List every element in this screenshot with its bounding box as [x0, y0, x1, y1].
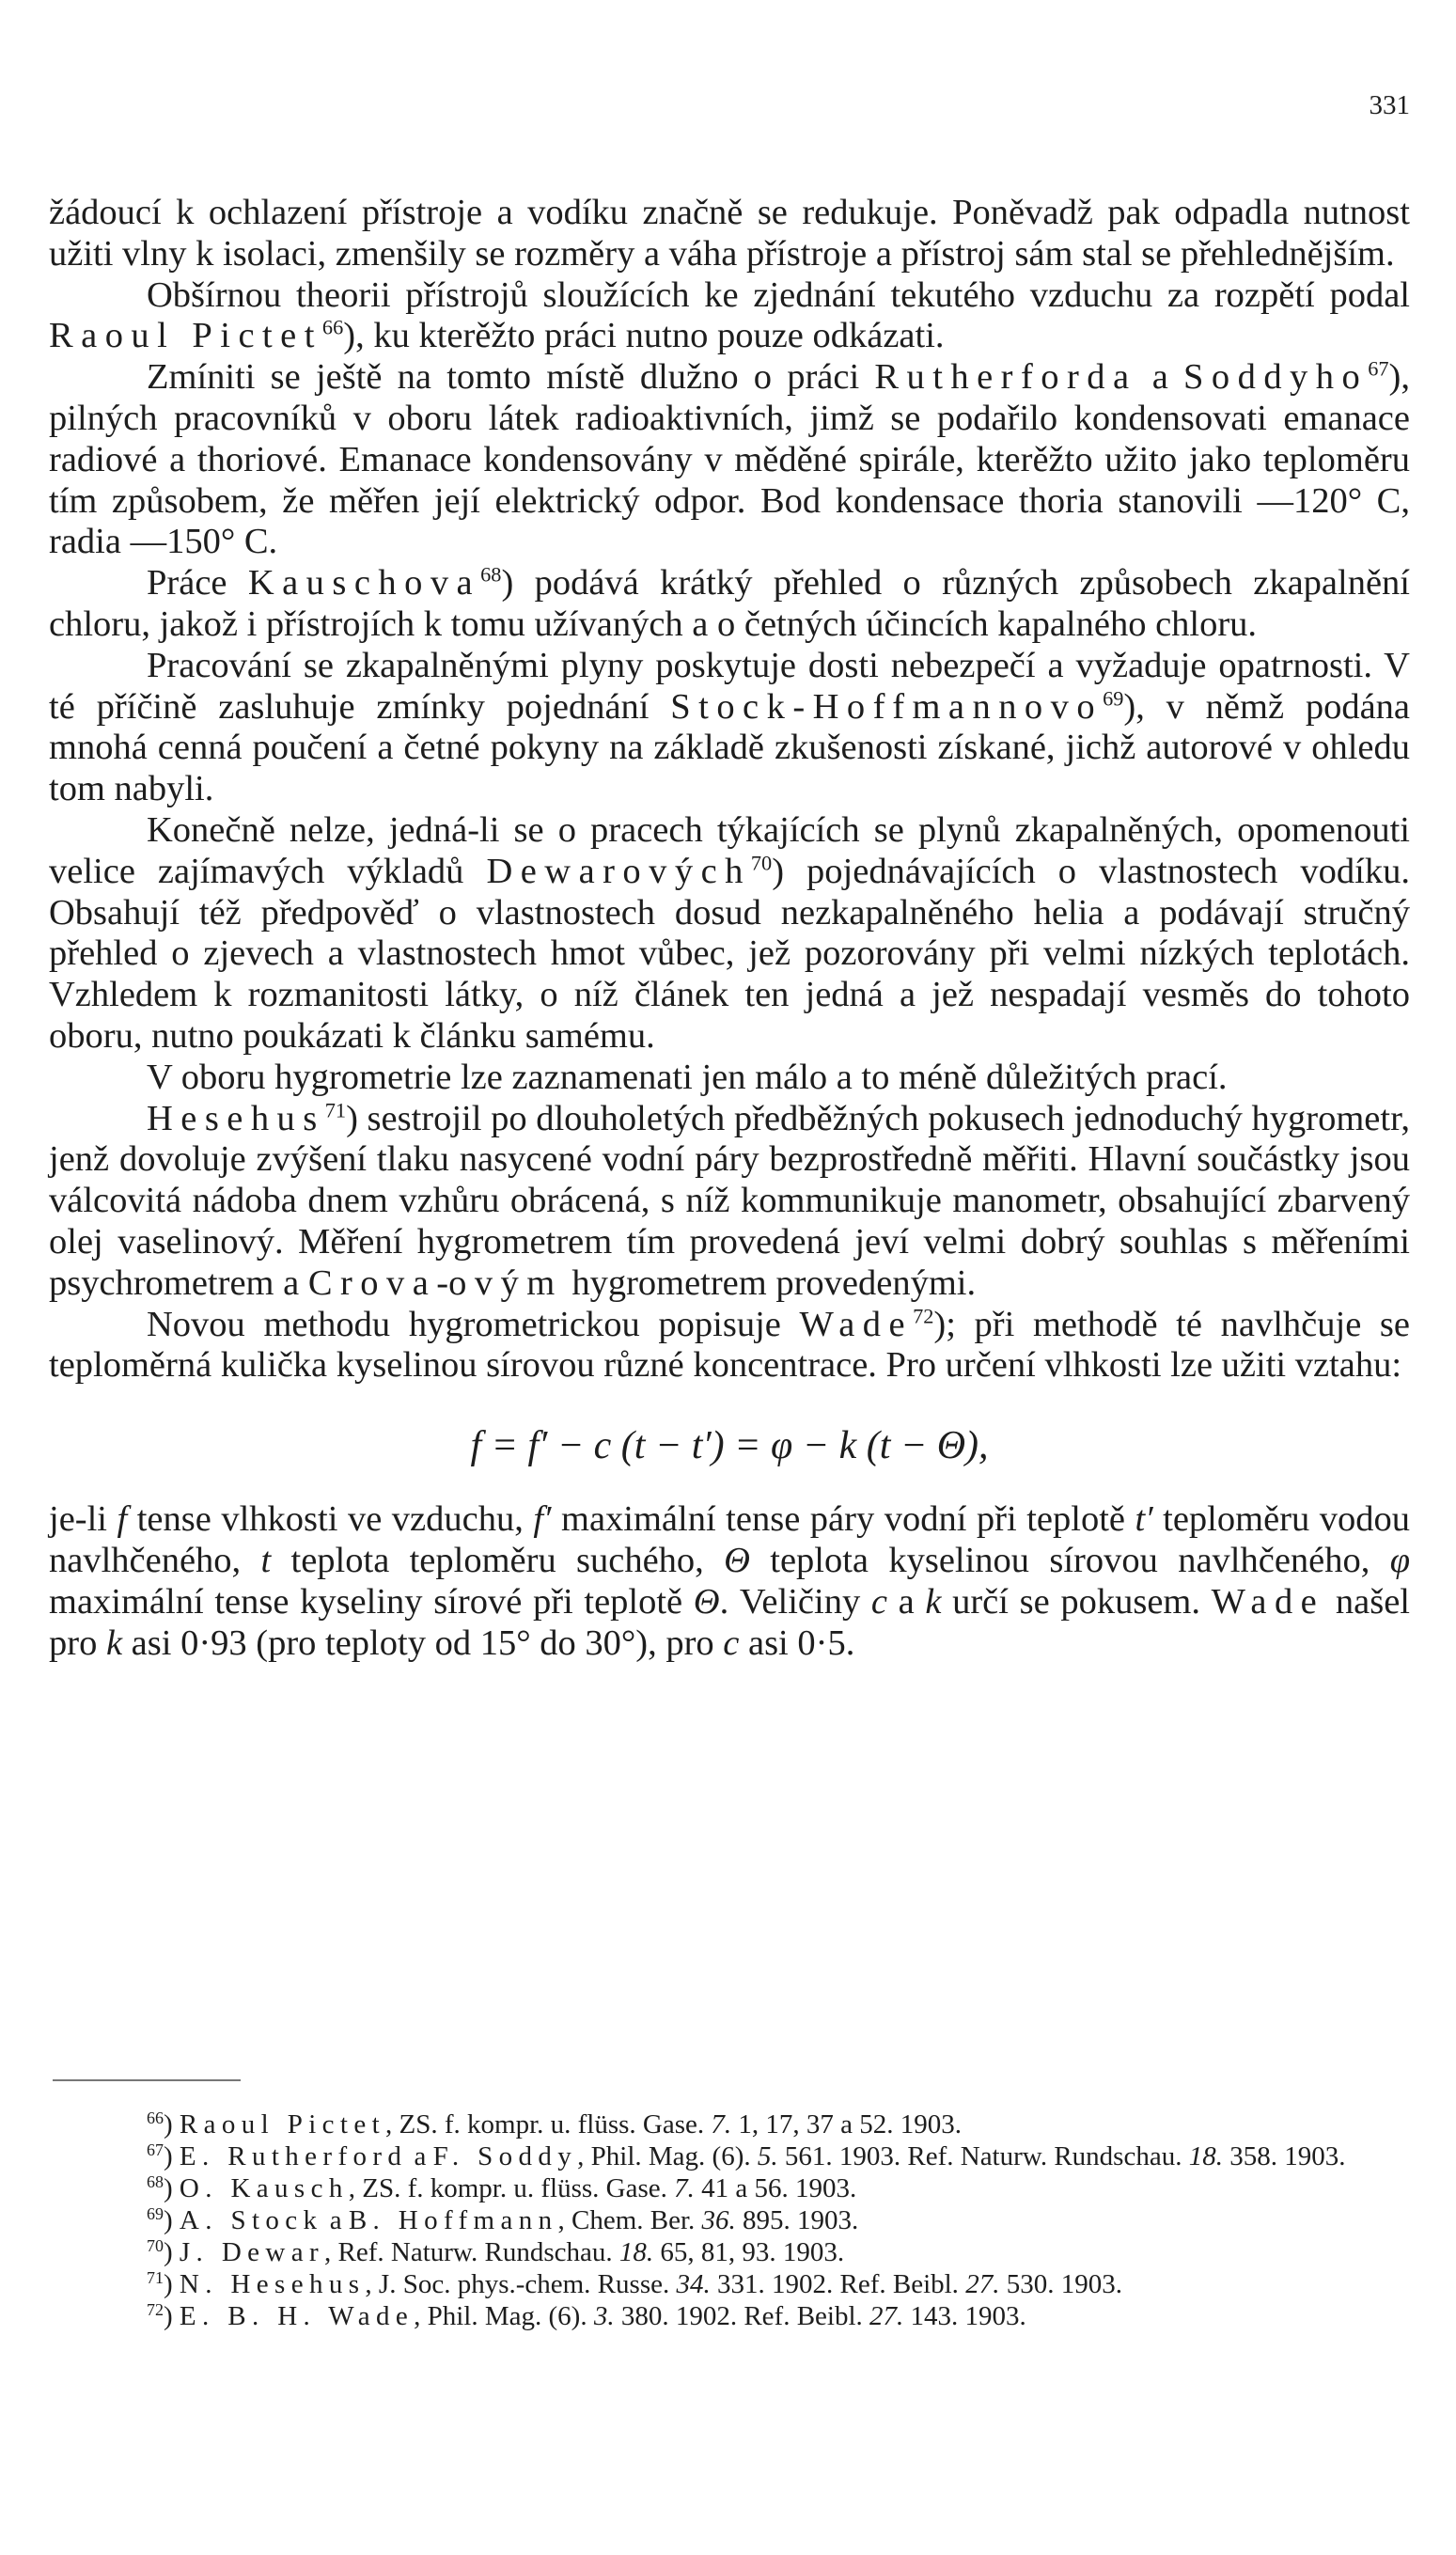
paragraph	[49, 193, 1410, 275]
author-name: O. Kausch	[179, 2173, 349, 2203]
text-run: ) podává krátký přehled o různých způsobech zkapalnění chloru, jakož i přístrojích k tomu užívaných a o četných účincích kapalného chloru.	[49, 563, 1410, 644]
text-run: určí se pokusem.	[941, 1581, 1212, 1622]
text-run: ) sestrojil po dlouholetých předběžných pokusech jednoduchý hygrometr, jenž dovoluje zvýšení tlaku nasycené vodní páry bezprostředně měřiti. Hlavní součástky jsou válcovitá nádoba dnem vzhůru obrácená, s níž kommunikuje manometr, obsahující zbarvený olej vaselinový. Měření hygrometrem tím provedená jeví velmi dobrý souhlas s měřeními psychrometrem a	[49, 1098, 1410, 1303]
text-run: 143. 1903.	[903, 2301, 1026, 2331]
text-run: asi 0·93 (pro teploty od 15° do 30°), pro	[122, 1622, 724, 1663]
text-run: , J. Soc. phys.-chem. Russe.	[365, 2269, 677, 2299]
text-run: 358. 1903.	[1222, 2141, 1346, 2171]
text-run: Konečně nelze, jedná-li se o pracech týkajících se plynů zkapalněných, opomenouti velice zajímavých výkladů	[49, 809, 1410, 891]
paragraph	[49, 563, 1410, 646]
math-variable: φ	[1389, 1540, 1410, 1580]
text-run: , Phil. Mag. (6).	[577, 2141, 758, 2171]
text-run: ) pojednávajících o vlastnostech vodíku. Obsahují též předpověď o vlastnostech dosud nezkapalněného helia a podávají stručný přehled o zjevech a vlastnostech hmot vůbec, jež pozorovány při velmi nízkých teplotách. Vzhledem k rozmanitosti látky, o níž článek ten jedná a jež nespadají vesměs do tohoto oboru, nutno poukázati k článku samému.	[49, 851, 1410, 1056]
text-run: Práce	[147, 563, 248, 603]
footnote	[49, 2108, 1410, 2140]
footnote-reference: 72	[913, 1304, 934, 1328]
text-run: , ZS. f. kompr. u. flüss. Gase.	[348, 2173, 675, 2203]
text-run: 530. 1903.	[999, 2269, 1122, 2299]
footnote-reference: 66	[321, 316, 344, 339]
footnote-paren: )	[163, 2301, 180, 2331]
text-run: 895. 1903.	[735, 2205, 859, 2235]
text-run: a	[407, 2141, 433, 2171]
paragraph-list	[49, 193, 1410, 1387]
footnote-reference: 67	[1368, 356, 1389, 381]
author-name: Kauschova	[247, 563, 481, 603]
text-run: teplota kyselinou sírovou navlhčeného,	[749, 1540, 1390, 1580]
text-run: Obšírnou theorii přístrojů sloužících ke zjednání tekutého vzduchu za rozpětí podal	[147, 274, 1410, 315]
author-name: Wade	[799, 1304, 914, 1344]
text-run: 1, 17, 37 a 52. 1903.	[731, 2109, 963, 2140]
page-number: 331	[1369, 90, 1410, 120]
author-name: F. Soddy	[432, 2141, 578, 2171]
math-variable: 3.	[593, 2301, 615, 2331]
text-run: . Veličiny	[719, 1581, 871, 1622]
text-run: V oboru hygrometrie lze zaznamenati jen málo a to méně důležitých prací.	[147, 1057, 1228, 1097]
text-run: a	[322, 2205, 349, 2235]
math-variable: 27.	[869, 2301, 904, 2331]
text-run: 41 a 56. 1903.	[694, 2173, 857, 2203]
math-variable: 7.	[674, 2173, 695, 2203]
math-variable: f′	[533, 1499, 552, 1540]
author-name: Raoul Pictet	[179, 2109, 386, 2140]
footnote	[49, 2140, 1410, 2172]
math-variable: k	[925, 1581, 942, 1622]
text-run: ), v němž podána mnohá cenná poučení a četné pokyny na základě zkušenosti získané, jichž autorové v ohledu tom nabyli.	[49, 686, 1410, 809]
footnote-number: 66	[147, 2108, 164, 2128]
math-variable: f	[117, 1499, 128, 1540]
text-run: 380. 1902. Ref. Beibl.	[614, 2301, 870, 2331]
author-name: B. Hoffmann	[348, 2205, 558, 2235]
paragraph	[49, 1499, 1410, 1664]
paragraph	[49, 357, 1410, 563]
author-name: Wade	[1211, 1581, 1325, 1622]
footnote-reference: 68	[480, 562, 502, 587]
math-variable: c	[870, 1581, 887, 1622]
math-variable: 18.	[1188, 2141, 1223, 2171]
footnote	[49, 2204, 1410, 2236]
footnote-reference: 69	[1103, 686, 1124, 711]
text-run: Pracování se zkapalněnými plyny poskytuje dosti nebezpečí a vyžaduje opatrnosti. V té příčině zasluhuje zmínky pojednání	[49, 645, 1410, 727]
author-name: Raoul Pictet	[49, 316, 322, 356]
author-name: Crova	[307, 1262, 437, 1303]
text-run: Zmíniti se ještě na tomto místě dlužno o práci	[147, 357, 875, 398]
math-variable: t′	[1135, 1499, 1153, 1540]
text-run: a	[886, 1581, 926, 1622]
author-name: N. Hesehus	[179, 2269, 366, 2299]
math-variable: k	[105, 1622, 123, 1663]
footnote	[49, 2172, 1410, 2204]
text-run: , ZS. f. kompr. u. flüss. Gase.	[385, 2109, 712, 2140]
text-run: 561. 1903. Ref. Naturw. Rundschau.	[777, 2141, 1189, 2171]
footnote-paren: )	[163, 2205, 180, 2235]
paragraph	[49, 1099, 1410, 1305]
text-run: tense vlhkosti ve vzduchu,	[127, 1499, 534, 1540]
text-run: teploměru vodou navlhčeného,	[49, 1499, 1410, 1580]
math-variable: 7.	[711, 2109, 732, 2140]
paragraph	[49, 810, 1410, 1058]
math-variable: 34.	[676, 2269, 711, 2299]
math-variable: 5.	[757, 2141, 778, 2171]
text-run: asi 0·5.	[739, 1622, 855, 1663]
math-variable: 18.	[618, 2237, 654, 2267]
footnote-number: 68	[147, 2172, 164, 2192]
footnote-paren: )	[163, 2109, 180, 2140]
math-variable: c	[723, 1622, 740, 1663]
text-run: -	[436, 1262, 449, 1303]
author-name: J. Dewar	[179, 2237, 325, 2267]
footnote	[49, 2300, 1410, 2332]
text-run: teplota teploměru suchého,	[271, 1540, 725, 1580]
paragraph	[49, 646, 1410, 810]
author-name: Soddyho	[1183, 357, 1369, 398]
math-variable: Θ	[724, 1540, 750, 1580]
text-run: ), pilných pracovníků v oboru látek radioaktivních, jimž se podařilo kondensovati emanace radiové a thoriové. Emanace kondensovány v měděné spirále, kterěžto užito jako teploměru tím způsobem, že měřen její elektrický odpor. Bod kondensace thoria stanovili —120° C, radia —150° C.	[49, 357, 1410, 562]
footnote-paren: )	[163, 2237, 180, 2267]
text-run: , Ref. Naturw. Rundschau.	[324, 2237, 619, 2267]
footnote-number: 71	[147, 2268, 164, 2288]
body-text	[49, 193, 1410, 1664]
author-name: ovým	[448, 1262, 563, 1303]
author-name: Stock-Hoffmannovo	[670, 686, 1104, 727]
footnote	[49, 2268, 1410, 2300]
text-run: maximální tense kyseliny sírové při teplotě	[49, 1581, 694, 1622]
footnote-reference: 70	[750, 851, 773, 875]
text-run: žádoucí k ochlazení přístroje a vodíku značně se redukuje. Poněvadž pak odpadla nutnost užiti vlny k isolaci, zmenšily se rozměry a váha přístroje a přístroj sám stal se přehlednějším.	[49, 193, 1410, 274]
text-run: hygrometrem provedenými.	[562, 1262, 977, 1303]
footnotes	[49, 2108, 1410, 2332]
footnote-paren: )	[163, 2141, 180, 2171]
author-name: A. Stock	[179, 2205, 323, 2235]
footnote-number: 70	[147, 2236, 164, 2256]
footnote-paren: )	[163, 2269, 180, 2299]
text-run: , Chem. Ber.	[557, 2205, 702, 2235]
paragraph	[49, 1058, 1410, 1099]
text-run: , Phil. Mag. (6).	[414, 2301, 594, 2331]
author-name: Dewarových	[486, 851, 751, 891]
footnote-number: 69	[147, 2204, 164, 2224]
author-name: E. B. H. Wade	[179, 2301, 415, 2331]
footnote-number: 67	[147, 2140, 164, 2160]
math-variable: 36.	[701, 2205, 736, 2235]
author-name: E. Rutherford	[179, 2141, 408, 2171]
footnote-divider	[53, 2079, 241, 2081]
footnote-reference: 71	[324, 1098, 347, 1122]
text-run: je-li	[49, 1499, 117, 1540]
footnote-paren: )	[163, 2173, 180, 2203]
text-run: našel pro	[49, 1581, 1410, 1663]
footnote	[49, 2236, 1410, 2268]
author-name: Hesehus	[147, 1098, 325, 1138]
equation-explanation	[49, 1499, 1410, 1664]
text-run: ); při methodě té navlhčuje se teploměrná kulička kyselinou sírovou různé koncentrace. Pro určení vlhkosti lze užiti vztahu:	[49, 1304, 1410, 1386]
math-variable: Θ	[693, 1581, 720, 1622]
text-run: ), ku kterěžto práci nutno pouze odkázati.	[343, 316, 945, 356]
author-name: Rutherforda	[874, 357, 1137, 398]
text-run: 331. 1902. Ref. Beibl.	[710, 2269, 966, 2299]
equation: f = f′ − c (t − t′) = φ − k (t − Θ),	[470, 1424, 989, 1468]
math-variable: t	[260, 1540, 272, 1580]
paragraph	[49, 1305, 1410, 1387]
text-run: 65, 81, 93. 1903.	[653, 2237, 845, 2267]
paragraph	[49, 275, 1410, 358]
text-run: a	[1136, 357, 1184, 398]
text-run: maximální tense páry vodní při teplotě	[551, 1499, 1135, 1540]
math-variable: 27.	[965, 2269, 1000, 2299]
text-run: Novou methodu hygrometrickou popisuje	[147, 1304, 800, 1344]
footnote-number: 72	[147, 2300, 164, 2320]
